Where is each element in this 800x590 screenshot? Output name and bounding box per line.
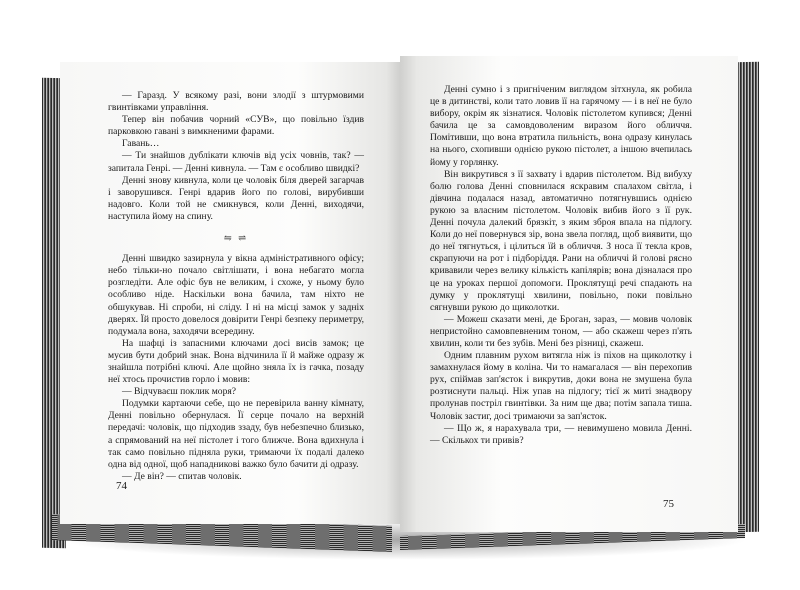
paragraph: — Де він? — спитав чоловік. — [122, 470, 242, 482]
paragraph: Подумки картаючи себе, що не перевірила ванну кімнату, Денні повільно обернулася. Її серце почало на верхній передачі: чоловік, що підходив ззаду, був небезпечно близько, а спрямований на неї пістолет і того ближче. Вона вдихнула і так само повільно підняла руки, тримаючи їх подалі далеко одна від одної, щоб нападникові важко було бачити ді одразу. — [108, 398, 364, 470]
left-page — [60, 62, 400, 524]
page-number-left: 74 — [116, 479, 127, 492]
paragraph: — Ти знайшов дублікати ключів від усіх човнів, так? — запитала Генрі. — Денні кивнула. — Там є особливо швидкі? — [108, 150, 364, 174]
paragraph: На шафці із запасними ключами досі висів замок; це мусив бути добрий знак. Вона відчинила її й майже одразу ж знайшла потрібні ключі. Але щойно зняла їх із гачка, позаду неї хтось прочистив горло і мовив: — [108, 337, 364, 386]
paragraph: Він викрутився з її захвату і вдарив пістолетом. Від вибуху болю голова Денні сповнилася яскравим спалахом світла, і дівчина подалася назад, автоматично потягнувшись однією рукою за власним пістолетом. Чоловік вибив його з її рук. Денні почула далекий брязкіт, з яким зброя впала на підлогу. Коли до неї повернувся зір, вона звела погляд, щоб виявити, що до неї тягнуться, і цілиться їй в обличчя. З носа її текла кров, скрапуючи на рот і підборіддя. Рани на обличчі й голові рясно кривавили через велику кількість капілярів; вона дізналася про це на уроках першої допомоги. Проклятущі речі спадають на думку у проклятущі хвилини, повільно, поки повільно сягнувши рукою до щиколотки. — [430, 168, 692, 313]
paragraph: — Що ж, я нарахувала три, — невимушено мовила Денні. — Скількох ти привів? — [430, 422, 692, 446]
paragraph: — Відчуваєш поклик моря? — [122, 386, 237, 398]
paragraph: Гавань… — [122, 138, 160, 150]
paragraph: Денні знову кивнула, коли це чоловік біля дверей загарчав і заворушився. Генрі вдарив його по голові, вирубивши надовго. Коли той не смикнувся, коли Денні, виходячи, наступила йому на спину. — [108, 174, 364, 222]
left-page-text — [108, 90, 364, 483]
paragraph: Денні швидко зазирнула у вікна адміністративного офісу; небо тільки-но почало світлішати, і вона небагато могла розгледіти. Але офіс був не великим, і схоже, у ньому було особливо ніде. Наскільки вона бачила, там ніхто не обшукував. Ні спроби, ні сліду. І ні на місці замок у задніх дверях. Їй просто довелося довірити Генрі безпеку периметру, подумала вона, заходячи всередину. — [108, 253, 364, 337]
paragraph: Тепер він побачив чорний «СУВ», що повільно їздив парковкою гавані з вимкненими фарами. — [108, 114, 364, 138]
paragraph: — Гаразд. У всякому разі, вони злодії з штурмовими гвинтівками управління. — [108, 90, 364, 114]
paragraph: Одним плавним рухом витягла ніж із піхов на щиколотку і замахнулася йому в коліна. Чи то намагалася — він перехопив рух, спіймав зап'ясток і викрутив, доки вона не змушена була розтиснути пальці. Ніж упав на підлогу; тієї ж миті знадвору пролунав постріл гвинтівки. За ним ще два; потім запала тиша. Чоловік застиг, досі тримаючи за зап'ясток. — [430, 350, 692, 422]
right-page — [400, 56, 738, 532]
right-page-text — [430, 84, 692, 447]
paragraph: — Можеш сказати мені, де Броган, зараз, — мовив чоловік непристойно самовпевненим тоном, — або скажеш через п'ять хвилин, коли ти без зубів. Мені без різниці, скажеш. — [430, 313, 692, 349]
paragraph: Денні сумно і з пригніченим виглядом зітхнула, як робила це в дитинстві, коли тато ловив її на гарячому — і в неї не було вибору, окрім як зізнатися. Чоловік пістолетом купився; Денні бачила це за самовдоволеним виразом його обличчя. Помітивши, що вона втратила пильність, вона одразу кинулась на нього, схопивши однією рукою пістолет, а іншою вчепилась йому у горлянку. — [430, 84, 692, 168]
page-number-right: 75 — [663, 497, 674, 510]
section-separator: ⇋ ⇌ — [223, 233, 249, 245]
right-page-block-edge — [735, 62, 759, 532]
